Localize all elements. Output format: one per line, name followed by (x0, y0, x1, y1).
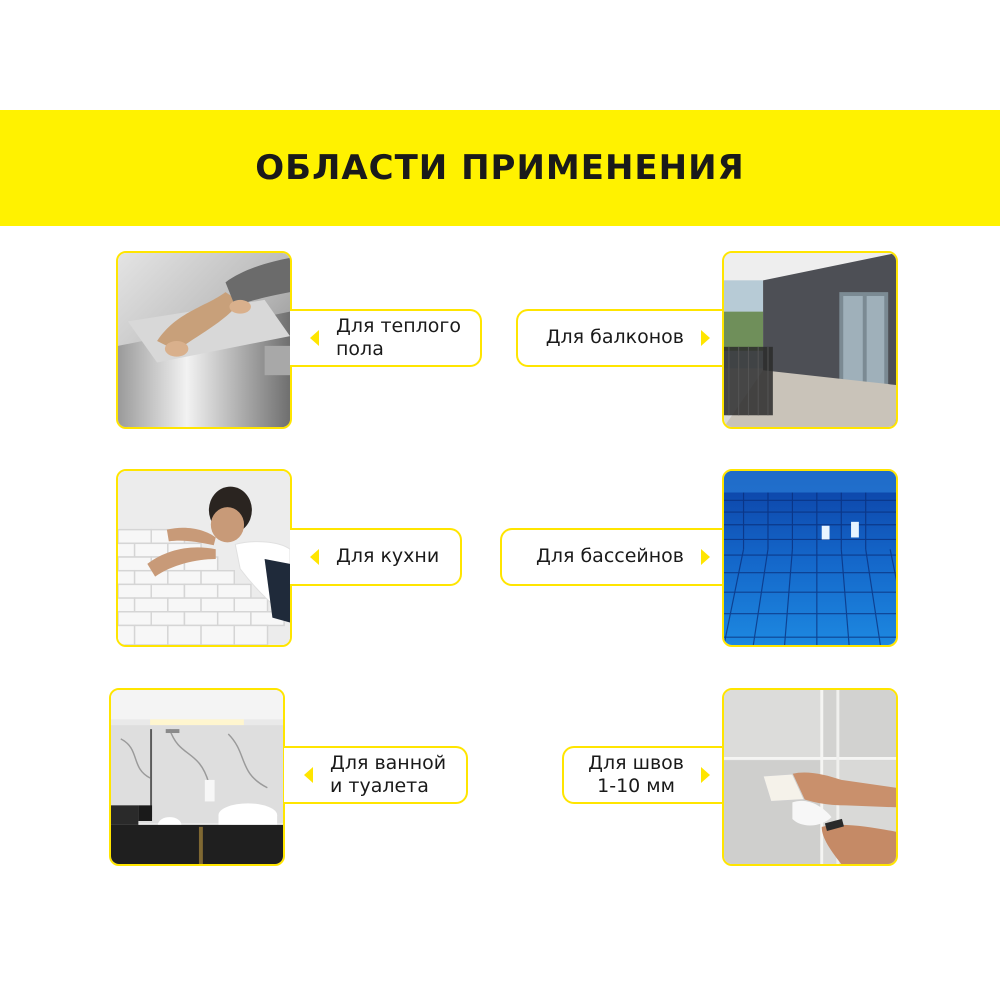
warm-floor-photo (116, 251, 292, 429)
label-bathroom: Для ванной и туалета (284, 746, 468, 804)
pool-photo (722, 469, 898, 647)
balcony-photo (722, 251, 898, 429)
seams-photo (722, 688, 898, 866)
label-pool: Для бассейнов (500, 528, 724, 586)
kitchen-photo (116, 469, 292, 647)
label-warm-floor: Для теплого пола (290, 309, 482, 367)
page-title: ОБЛАСТИ ПРИМЕНЕНИЯ (255, 148, 745, 188)
triangle-right-icon (701, 767, 710, 783)
triangle-left-icon (304, 767, 313, 783)
label-balcony: Для балконов (516, 309, 724, 367)
triangle-right-icon (701, 549, 710, 565)
triangle-left-icon (310, 330, 319, 346)
bathroom-photo (109, 688, 285, 866)
triangle-right-icon (701, 330, 710, 346)
title-banner (0, 110, 1000, 226)
triangle-left-icon (310, 549, 319, 565)
label-seams: Для швов 1-10 мм (562, 746, 724, 804)
label-kitchen: Для кухни (290, 528, 462, 586)
